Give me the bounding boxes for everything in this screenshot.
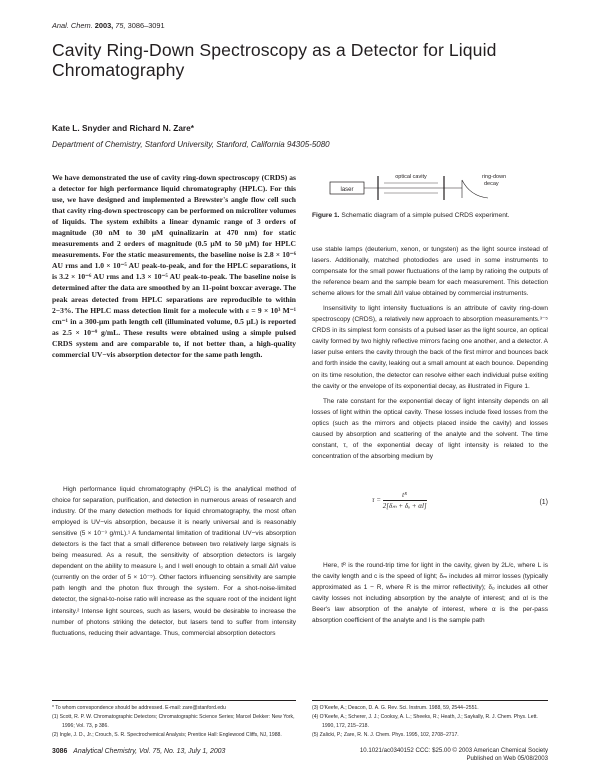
author-list: Kate L. Snyder and Richard N. Zare* (52, 123, 195, 133)
reference-3: (3) O'Keefe, A.; Deacon, D. A. G. Rev. Sci. Instrum. 1988, 59, 2544−2551. (312, 705, 479, 711)
paragraph-crds-intro: Insensitivity to light intensity fluctuations is an attribute of cavity ring-down spectroscopy (CRDS), a relatively new approach to absorption measurements.³⁻⁵ CRDS in its simplest form consists of a pulsed laser as the light source, an optical cavity formed by two highly reflective mirrors facing one another, and a detector. A laser pulse enters the cavity through the back of the first mirror and bounces back and forth inside the cavity, leaking out a small amount at each bounce. Depending on its time resolution, the detector can resolve either each individual pulse exiting the cavity or the envelope of its exponential decay, as illustrated in Figure 1. (312, 305, 548, 390)
journal-year: 2003, (94, 21, 114, 30)
ringdown-label: ring-down (482, 174, 507, 180)
figure-1-diagram (312, 168, 548, 204)
equation-numerator: tᴿ (383, 491, 427, 501)
equation-number: (1) (539, 499, 548, 506)
reference-1: (1) Scott, R. P. W. Chromatographic Detectors; Chromatographic Science Series; Marcel Dekker: New York, 1996; Vol. 73, p 386. (52, 713, 295, 729)
paragraph-rate-constant: The rate constant for the exponential decay of light intensity depends on all losses of light within the optical cavity. These losses include fixed losses from the optics (such as the mirrors and objects placed inside the cavity) and losses caused by absorption and scattering of the analyte and the solvent. The time constant, τ, of the exponential decay of light intensity is related to the concentration of the absorbing medium by (312, 397, 548, 460)
introduction-paragraph: High performance liquid chromatography (HPLC) is the analytical method of choice for separation, purification, and detection in numerous areas of research and industry. Of the many detection methods for liquid chromatography, the most often employed is UV−vis absorption, because it is nearly universal and is reasonably sensitive (5 × 10⁻⁹ g/mL).¹ A fundamental limitation of traditional UV−vis absorption detectors is the fact that a small difference between two relatively large signals is being measured. As a result, the sensitivity of absorption detectors is largely dependent on the ability to measure I₀ and I well enough to obtain a small ΔI/I value (currently on the order of 5 × 10⁻⁵). Other factors influencing sensitivity are sample path length and the photon flux through the system. For a shot-noise-limited detector, the signal-to-noise ratio will increase as the square root of the incident light intensity.² Intense light sources, such as lasers, would be desirable to increase the number of photons striking the detector, but lasers tend to suffer from intensity fluctuations, reducing their advantage. Thus, commercial absorption detectors (52, 486, 296, 637)
footnotes-right (312, 704, 548, 740)
equation-fraction (383, 491, 427, 510)
article-title: Cavity Ring-Down Spectroscopy as a Detector for Liquid Chromatography (52, 40, 497, 80)
cavity-label: optical cavity (395, 174, 427, 180)
journal-name: Anal. Chem. (52, 21, 93, 30)
paragraph-lamps: use stable lamps (deuterium, xenon, or tungsten) as the light source instead of lasers. Additionally, matched photodiodes are used in some instruments to compensate for the small power fluctuations of the lamp by ratioing the outputs of the reference beam and the sample beam for each measurement. This detection scheme allows for the small ΔI/I value obtained by commercial instruments. (312, 246, 548, 298)
footnote-correspondence: * To whom correspondence should be addressed. E-mail: zare@stanford.edu (52, 705, 226, 711)
decay-label: decay (484, 181, 499, 187)
journal-pages: 3086–3091 (127, 21, 165, 30)
abstract: We have demonstrated the use of cavity ring-down spectroscopy (CRDS) as a detector for high performance liquid chromatography (HPLC). For this use, we have designed and implemented a Brewster's angle flow cell such that cavity ring-down spectroscopy can be performed on microliter volumes of liquids. The system exhibits a linear dynamic range of 3 orders of magnitude (30 nM to 30 μM quinalizarin at 470 nm) for static measurements and 2 orders of magnitude (0.5 μM to 50 μM) for HPLC measurements. For the static measurements, the baseline noise is 2.8 × 10⁻⁶ AU rms and 1.0 × 10⁻⁵ AU peak-to-peak, and for the HPLC separations, it is 3.2 × 10⁻⁶ AU rms and 1.3 × 10⁻⁵ AU peak-to-peak. The baseline noise is determined after the data are smoothed by an 11-point boxcar average. The peak areas detected from HPLC separations are reproducible to within 2−3%. The HPLC mass detection limit for a molecule with ε = 9 × 10³ M⁻¹ cm⁻¹ in a 300-μm path length cell (illuminated volume, 0.5 μL) is reported as 2.5 × 10⁻⁹ g/mL. These results were obtained using a simple pulsed CRDS system and are comparable to, if not better than, a high-quality commercial UV−vis absorption detector for the same path length. (52, 173, 296, 359)
laser-label: laser (340, 187, 354, 193)
footnote-divider-left (52, 700, 296, 701)
page-number: 3086 (52, 748, 68, 755)
reference-4: (4) O'Keefe, A.; Scherer, J. J.; Cooksy, A. L.; Sheeks, R.; Heath, J.; Saykally, R. J. Chem. Phys. Lett. 1990, 172, 215−218. (312, 713, 538, 729)
equation-denominator: 2[δₘ + δₒ + αl] (382, 502, 427, 510)
right-column-continued (312, 560, 548, 626)
reference-2: (2) Ingle, J. D., Jr.; Crouch, S. R. Spectrochemical Analysis; Prentice Hall: Englewood Cliffs, NJ, 1988. (52, 731, 282, 738)
journal-volume: 75, (115, 21, 126, 30)
doi-copyright: 10.1021/ac0340152 CCC: $25.00 © 2003 American Chemical Society (359, 747, 548, 754)
figure-caption-text: Schematic diagram of a simple pulsed CRDS experiment. (341, 212, 510, 219)
introduction-column (52, 484, 296, 639)
crds-schematic (312, 168, 548, 204)
journal-citation (52, 21, 165, 30)
page-footer-left (52, 748, 225, 755)
footnotes-left (52, 704, 296, 740)
affiliation: Department of Chemistry, Stanford University, Stanford, California 94305-5080 (52, 140, 330, 149)
page-footer-right (332, 747, 548, 762)
equation-1 (312, 491, 548, 523)
journal-issue: Analytical Chemistry, Vol. 75, No. 13, July 1, 2003 (73, 748, 226, 755)
published-date: Published on Web 05/08/2003 (466, 754, 548, 762)
equation-body (372, 491, 427, 510)
equation-lhs: τ = (372, 496, 381, 505)
right-column (312, 244, 548, 462)
reference-5: (5) Zalicki, P.; Zare, R. N. J. Chem. Phys. 1995, 102, 2708−2717. (312, 731, 459, 738)
footnote-divider-right (312, 700, 548, 701)
paragraph-definitions: Here, tᴿ is the round-trip time for light in the cavity, given by 2L/c, where L is the cavity length and c is the speed of light; δₘ includes all mirror losses (typically approximated as 1 − R, where R is the mirror reflectivity); δₒ includes all other cavity losses not including absorption by the analyte of interest; and αl is the Beer's law absorption of the analyte of interest, where α is the per-pass absorption coefficient of the analyte and l is the sample path (312, 562, 548, 625)
figure-1-caption (312, 212, 510, 219)
figure-label: Figure 1. (312, 212, 340, 219)
